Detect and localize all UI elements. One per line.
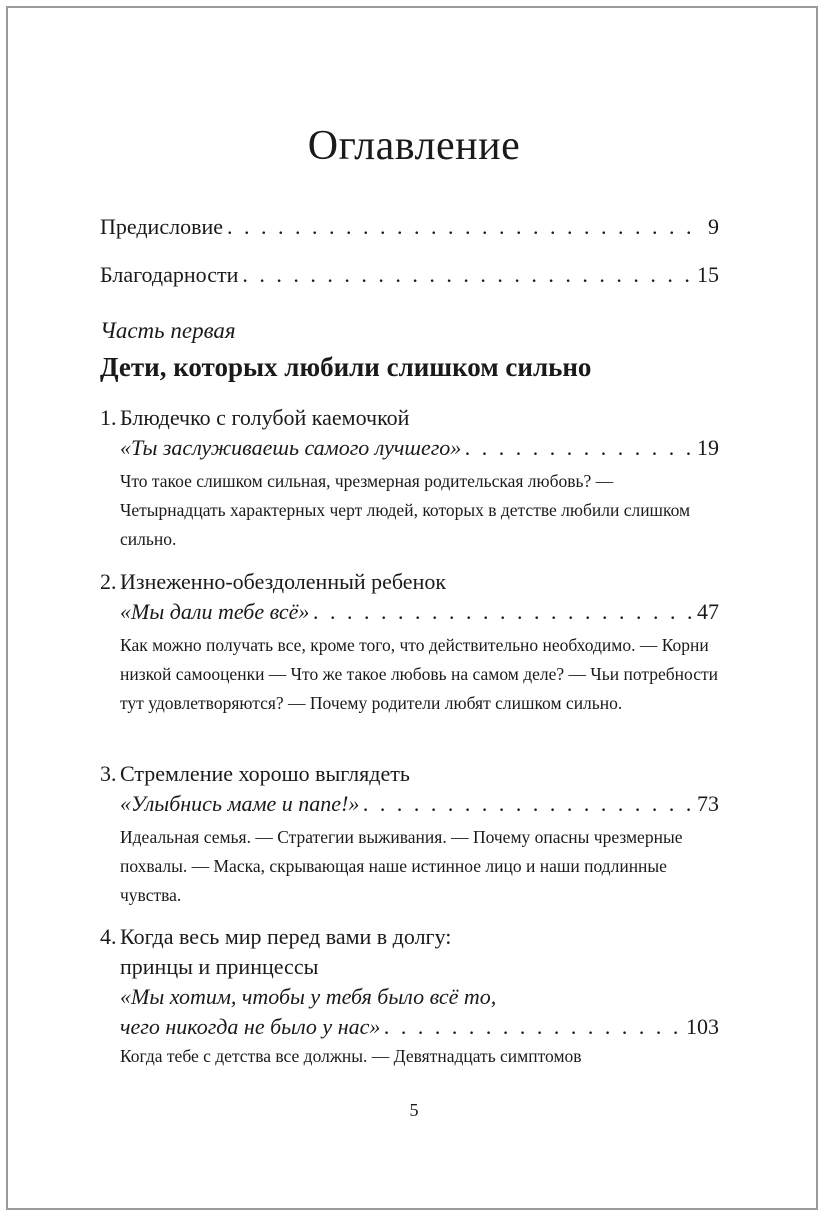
toc-entry-label: Благодарности (100, 262, 239, 287)
chapter-title[interactable] (100, 403, 719, 433)
chapter-description: Когда тебе с детства все должны. — Девятнадцать симптомов (120, 1046, 582, 1066)
chapter-title-text: Стремление хорошо выглядеть (120, 761, 410, 786)
dot-leader (242, 262, 693, 288)
dot-leader (384, 1012, 682, 1042)
toc-entry-preface[interactable] (100, 214, 719, 240)
chapter-3 (100, 759, 719, 910)
chapter-subtitle[interactable] (100, 789, 719, 819)
chapter-4 (100, 922, 719, 1071)
chapter-page: 19 (697, 435, 719, 460)
toc-entry-page: 9 (708, 214, 719, 239)
page-title: Оглавление (307, 123, 521, 169)
chapter-subtitle[interactable] (100, 433, 719, 463)
chapter-subtitle-line-1[interactable]: «Мы хотим, чтобы у тебя было всё то, (120, 984, 497, 1009)
chapter-2 (100, 567, 719, 718)
chapter-title-line-2[interactable]: принцы и принцессы (120, 954, 319, 979)
chapter-page: 103 (686, 1014, 719, 1039)
dot-leader (227, 214, 704, 240)
chapter-description: Что такое слишком сильная, чрезмерная родительская любовь? — Четырнадцать характерных черт людей, которых в детстве любили слишком сильно. (120, 471, 691, 549)
chapter-subtitle[interactable] (100, 597, 719, 627)
chapter-title[interactable] (100, 759, 719, 789)
chapter-page: 73 (697, 791, 719, 816)
chapter-subtitle-text: чего никогда не было у нас» (120, 1014, 381, 1039)
chapter-description: Идеальная семья. — Стратегии выживания. — Почему опасны чрезмерные похвалы. — Маска, скрывающая наше истинное лицо и наши подлинные чувства. (120, 827, 683, 905)
chapter-1 (100, 403, 719, 554)
dot-leader (313, 597, 693, 627)
chapter-title[interactable] (100, 922, 719, 952)
chapter-title-text: Блюдечко с голубой каемочкой (120, 405, 410, 430)
toc-entry-acknowledgements[interactable] (100, 262, 719, 288)
chapter-subtitle-text: «Улыбнись маме и папе!» (120, 791, 360, 816)
chapter-subtitle-text: «Мы дали тебе всё» (120, 599, 310, 624)
page-number: 5 (409, 1100, 419, 1120)
chapter-title[interactable] (100, 567, 719, 597)
chapter-title-text: Когда весь мир перед вами в долгу: (120, 924, 452, 949)
chapter-subtitle-text: «Ты заслуживаешь самого лучшего» (120, 435, 462, 460)
part-label: Часть первая (100, 318, 236, 343)
dot-leader (363, 789, 693, 819)
part-title: Дети, которых любили слишком сильно (100, 352, 592, 382)
chapter-title-text: Изнеженно-обездоленный ребенок (120, 569, 447, 594)
chapter-description: Как можно получать все, кроме того, что действительно необходимо. — Корни низкой самооценки — Что же такое любовь на самом деле? — Чьи потребности тут удовлетворяются? — Почему родители любят слишком сильно. (120, 635, 719, 713)
chapter-number: 4. (100, 924, 117, 949)
toc-entry-page: 15 (697, 262, 719, 287)
chapter-number: 1. (100, 405, 117, 430)
dot-leader (465, 433, 693, 463)
chapter-number: 2. (100, 569, 117, 594)
chapter-page: 47 (697, 599, 719, 624)
chapter-subtitle[interactable] (100, 1012, 719, 1042)
chapter-number: 3. (100, 761, 117, 786)
toc-entry-label: Предисловие (100, 214, 223, 239)
